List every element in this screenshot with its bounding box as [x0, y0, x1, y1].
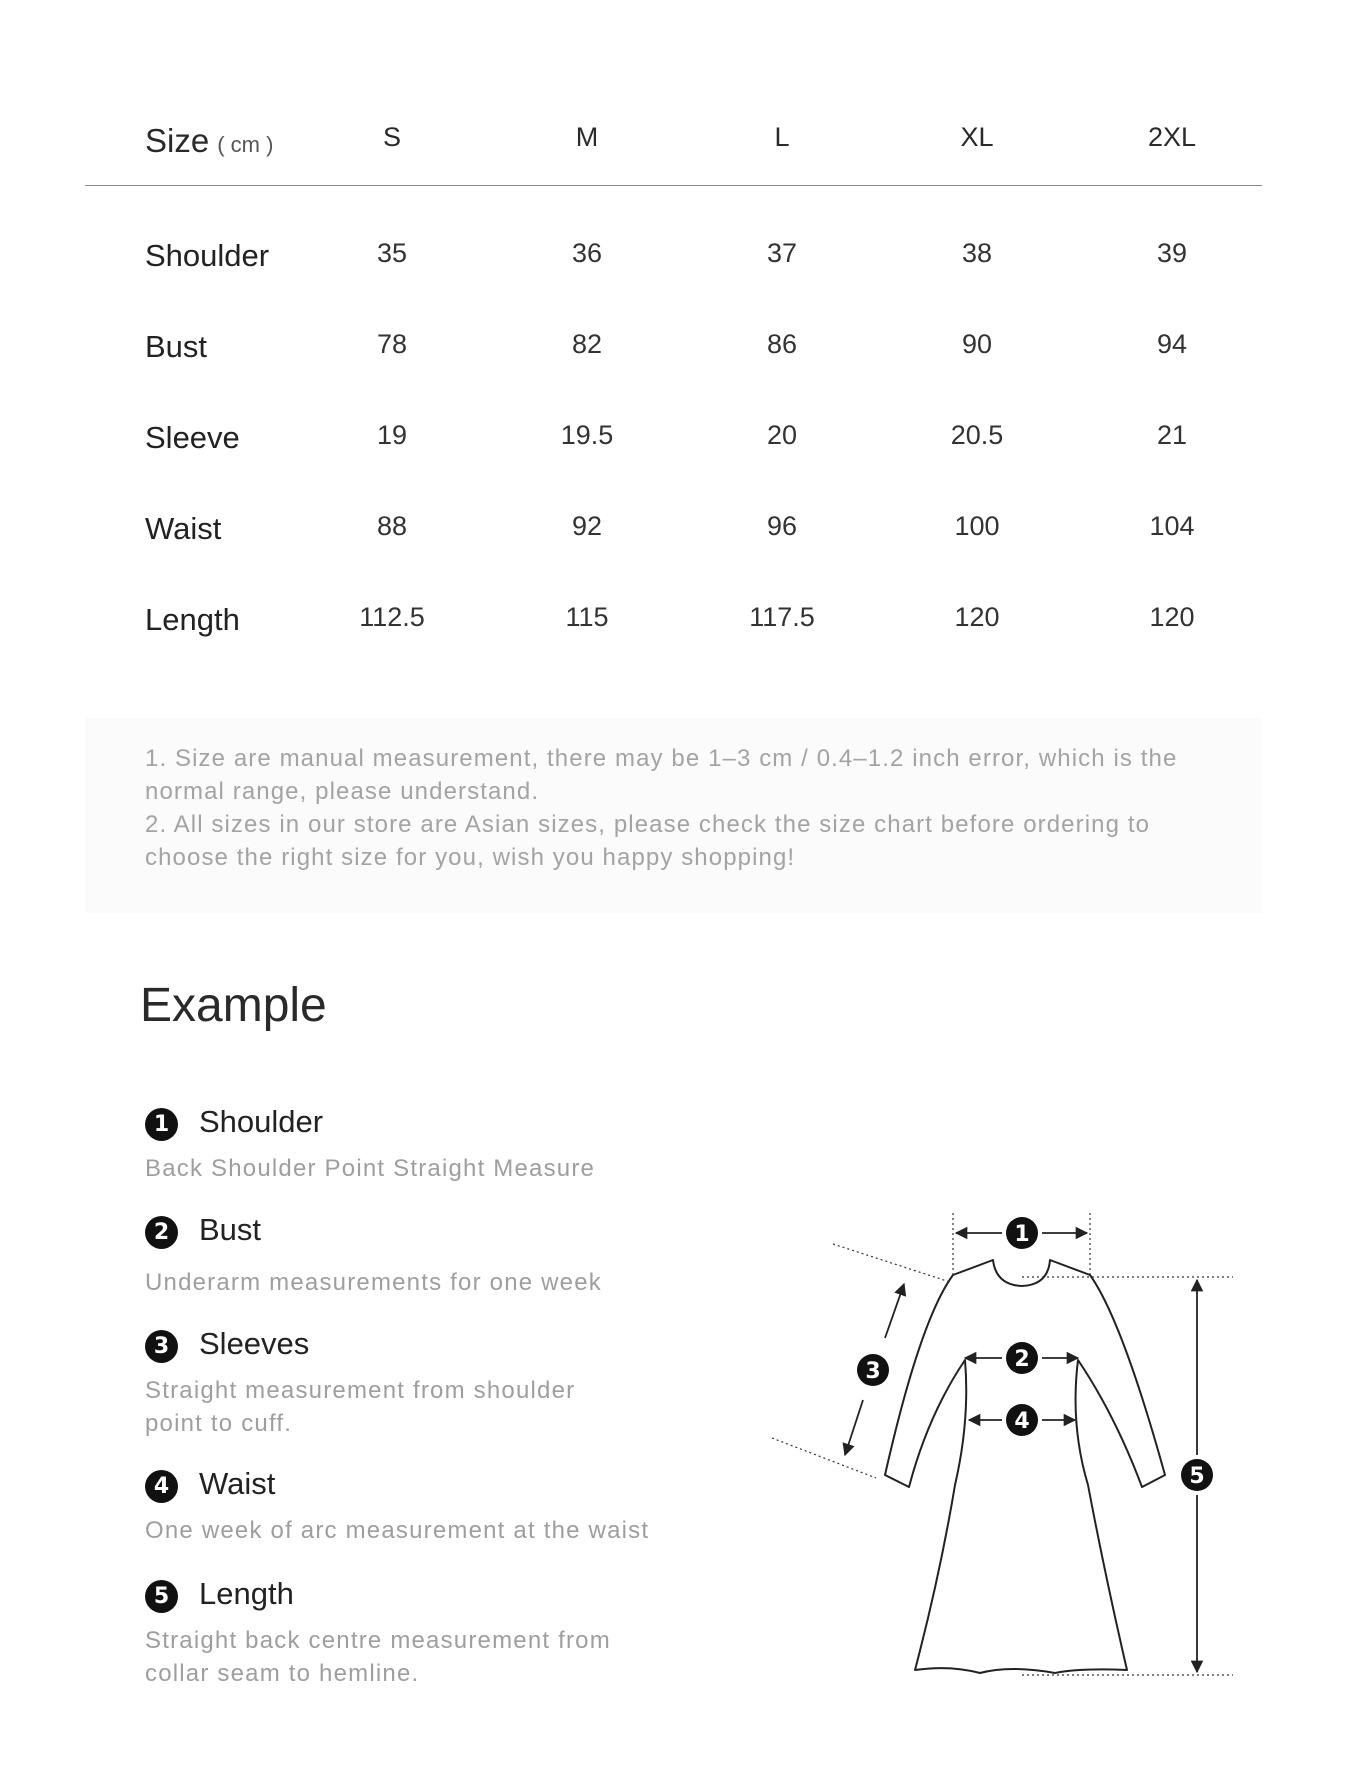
marker-5-label: 5: [1189, 1464, 1205, 1489]
table-cell: 100: [954, 511, 1000, 541]
size-header-s: S: [382, 122, 401, 152]
table-cell: 120: [954, 602, 1000, 632]
table-cell: 20.5: [950, 420, 1004, 450]
row-label: Length: [145, 602, 240, 637]
size-header-m: M: [575, 122, 599, 152]
item-title: Sleeves: [199, 1326, 310, 1361]
item-title: Bust: [199, 1212, 262, 1247]
table-cell: 90: [961, 329, 993, 359]
number-3-icon: 3: [145, 1330, 178, 1363]
table-row-waist: [0, 511, 1350, 551]
marker-4-label: 4: [1014, 1409, 1030, 1434]
table-cell: 96: [766, 511, 798, 541]
table-cell: 39: [1156, 238, 1188, 268]
table-cell: 88: [376, 511, 408, 541]
note-1: 1. Size are manual measurement, there may be 1–3 cm / 0.4–1.2 inch error, which is the normal range, please understand.: [145, 745, 1178, 805]
item-description: One week of arc measurement at the waist: [145, 1517, 650, 1544]
table-cell: 92: [571, 511, 603, 541]
item-description: Straight back centre measurement from collar seam to hemline.: [145, 1627, 611, 1687]
marker-1-label: 1: [1014, 1222, 1030, 1247]
table-row-bust: [0, 329, 1350, 369]
table-cell: 86: [766, 329, 798, 359]
table-cell: 37: [766, 238, 798, 268]
row-label: Bust: [145, 329, 208, 364]
measure-item-sleeves: [145, 1326, 745, 1440]
size-header-2xl: 2XL: [1147, 122, 1197, 152]
guide-line: [772, 1438, 876, 1478]
sleeve-arrow-up: [885, 1284, 904, 1338]
table-row-length: [0, 602, 1350, 642]
table-cell: 78: [376, 329, 408, 359]
row-label: Waist: [145, 511, 222, 546]
measure-item-shoulder: [145, 1104, 745, 1185]
row-label: Sleeve: [145, 420, 240, 455]
table-cell: 115: [565, 602, 609, 632]
row-label: Shoulder: [145, 238, 270, 273]
table-row-shoulder: [0, 238, 1350, 278]
number-2-icon: 2: [145, 1216, 178, 1249]
marker-2-label: 2: [1014, 1347, 1030, 1372]
size-header-l: L: [774, 122, 790, 152]
table-row-sleeve: [0, 420, 1350, 460]
item-title: Waist: [199, 1466, 276, 1501]
guide-line: [833, 1244, 950, 1282]
note-2: 2. All sizes in our store are Asian sizes, please check the size chart before ordering to choose the right size for you, wish you happy shopping!: [145, 811, 1151, 871]
size-header-label: [145, 122, 273, 160]
table-cell: 112.5: [359, 602, 425, 632]
sleeve-arrow-down: [845, 1400, 863, 1455]
table-header-row: [0, 122, 1350, 162]
item-title: Length: [199, 1576, 294, 1611]
table-cell: 19.5: [560, 420, 614, 450]
dress-measurement-diagram: [760, 1195, 1260, 1685]
measure-item-bust: [145, 1212, 745, 1299]
table-cell: 104: [1149, 511, 1195, 541]
size-header-xl: XL: [960, 122, 994, 152]
measure-item-length: [145, 1576, 745, 1690]
measure-item-waist: [145, 1466, 745, 1547]
number-1-icon: 1: [145, 1108, 178, 1141]
table-cell: 94: [1156, 329, 1188, 359]
table-cell: 35: [376, 238, 408, 268]
table-cell: 36: [571, 238, 603, 268]
example-title: Example: [140, 979, 327, 1032]
table-divider: [85, 185, 1262, 186]
table-cell: 20: [766, 420, 798, 450]
dress-outline: [885, 1260, 1165, 1673]
item-description: Straight measurement from shoulder point to cuff.: [145, 1377, 576, 1437]
number-5-icon: 5: [145, 1580, 178, 1613]
table-cell: 82: [571, 329, 603, 359]
size-notes-box: [85, 718, 1262, 913]
table-cell: 19: [376, 420, 408, 450]
table-cell: 120: [1149, 602, 1195, 632]
table-cell: 38: [961, 238, 993, 268]
marker-3-label: 3: [865, 1359, 881, 1384]
dress-diagram-svg: [760, 1195, 1260, 1685]
unit-label: ( cm ): [217, 132, 274, 157]
item-description: Underarm measurements for one week: [145, 1269, 602, 1296]
table-cell: 21: [1156, 420, 1188, 450]
table-cell: 117.5: [749, 602, 815, 632]
size-title: Size: [145, 122, 210, 159]
number-4-icon: 4: [145, 1470, 178, 1503]
item-title: Shoulder: [199, 1104, 324, 1139]
item-description: Back Shoulder Point Straight Measure: [145, 1155, 596, 1182]
